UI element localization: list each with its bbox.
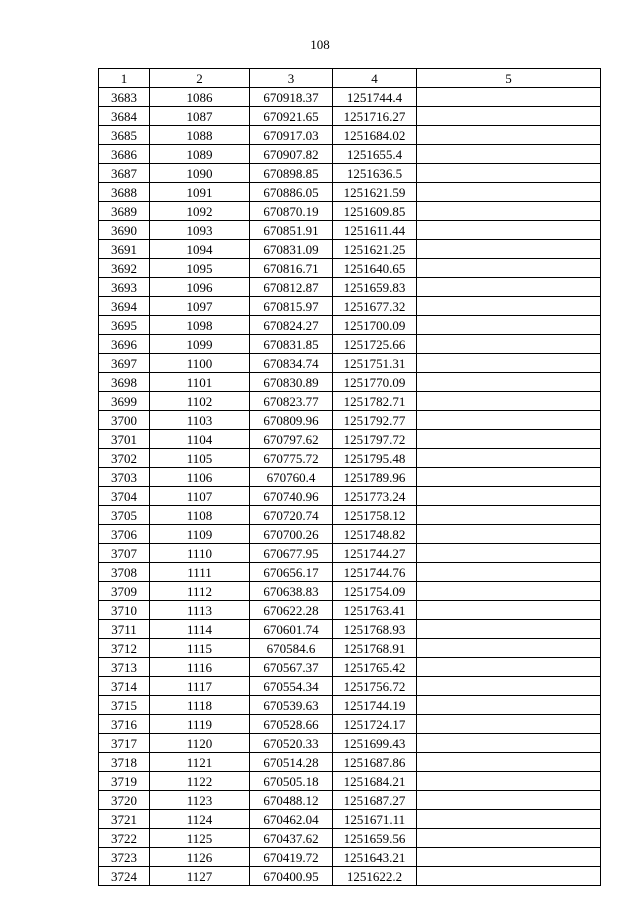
table-cell: 670907.82 xyxy=(250,145,333,164)
table-row xyxy=(99,544,601,563)
table-cell: 670505.18 xyxy=(250,772,333,791)
table-cell: 3712 xyxy=(99,639,150,658)
table-cell: 1251756.72 xyxy=(333,677,417,696)
table-cell: 1251768.91 xyxy=(333,639,417,658)
table-cell: 1251744.76 xyxy=(333,563,417,582)
table-cell: 1103 xyxy=(150,411,250,430)
table-cell: 670830.89 xyxy=(250,373,333,392)
table-cell: 1251655.4 xyxy=(333,145,417,164)
table-cell: 1251773.24 xyxy=(333,487,417,506)
table-cell: 670638.83 xyxy=(250,582,333,601)
table-cell xyxy=(417,582,601,601)
table-row xyxy=(99,183,601,202)
table-cell xyxy=(417,354,601,373)
table-cell: 1251744.4 xyxy=(333,88,417,107)
table-row xyxy=(99,772,601,791)
table-cell: 1100 xyxy=(150,354,250,373)
table-cell: 3708 xyxy=(99,563,150,582)
table-header-row xyxy=(99,69,601,88)
table-cell xyxy=(417,772,601,791)
table-cell: 1110 xyxy=(150,544,250,563)
table-cell: 3724 xyxy=(99,867,150,886)
table-cell xyxy=(417,867,601,886)
table-cell: 3718 xyxy=(99,753,150,772)
table-cell: 1251748.82 xyxy=(333,525,417,544)
table-cell xyxy=(417,658,601,677)
table-cell: 1251725.66 xyxy=(333,335,417,354)
table-cell: 670601.74 xyxy=(250,620,333,639)
table-cell xyxy=(417,183,601,202)
table-cell: 670775.72 xyxy=(250,449,333,468)
table-cell xyxy=(417,829,601,848)
table-cell: 670700.26 xyxy=(250,525,333,544)
table-row xyxy=(99,373,601,392)
table-row xyxy=(99,221,601,240)
table-cell: 3684 xyxy=(99,107,150,126)
table-cell xyxy=(417,278,601,297)
coordinates-table xyxy=(98,68,601,886)
table-cell: 1125 xyxy=(150,829,250,848)
table-cell: 1107 xyxy=(150,487,250,506)
table-cell: 670918.37 xyxy=(250,88,333,107)
table-cell: 1251622.2 xyxy=(333,867,417,886)
table-cell: 1121 xyxy=(150,753,250,772)
table-cell: 1251792.77 xyxy=(333,411,417,430)
table-cell: 670400.95 xyxy=(250,867,333,886)
table-cell: 1102 xyxy=(150,392,250,411)
table-cell: 3711 xyxy=(99,620,150,639)
table-cell: 1251621.59 xyxy=(333,183,417,202)
table-cell: 3717 xyxy=(99,734,150,753)
column-header: 2 xyxy=(150,69,250,88)
table-row xyxy=(99,848,601,867)
table-row xyxy=(99,449,601,468)
table-cell: 1111 xyxy=(150,563,250,582)
table-row xyxy=(99,202,601,221)
table-row xyxy=(99,639,601,658)
table-cell: 3704 xyxy=(99,487,150,506)
table-cell: 3696 xyxy=(99,335,150,354)
table-cell: 1251671.11 xyxy=(333,810,417,829)
table-cell xyxy=(417,449,601,468)
table-cell: 1251640.65 xyxy=(333,259,417,278)
table-cell: 1251700.09 xyxy=(333,316,417,335)
table-row xyxy=(99,620,601,639)
column-header: 5 xyxy=(417,69,601,88)
table-cell xyxy=(417,734,601,753)
table-cell: 1251765.42 xyxy=(333,658,417,677)
table-cell: 3710 xyxy=(99,601,150,620)
table-cell: 670831.09 xyxy=(250,240,333,259)
table-cell xyxy=(417,240,601,259)
page-number: 108 xyxy=(310,37,330,52)
table-cell xyxy=(417,88,601,107)
table-cell: 1117 xyxy=(150,677,250,696)
table-cell: 1251770.09 xyxy=(333,373,417,392)
table-cell: 1251768.93 xyxy=(333,620,417,639)
table-cell: 670870.19 xyxy=(250,202,333,221)
table-cell: 3701 xyxy=(99,430,150,449)
table-cell: 670584.6 xyxy=(250,639,333,658)
table-cell: 3719 xyxy=(99,772,150,791)
table-cell: 1114 xyxy=(150,620,250,639)
table-cell: 3699 xyxy=(99,392,150,411)
table-cell: 3698 xyxy=(99,373,150,392)
table-cell xyxy=(417,525,601,544)
table-row xyxy=(99,259,601,278)
table-row xyxy=(99,487,601,506)
table-cell: 1113 xyxy=(150,601,250,620)
table-row xyxy=(99,753,601,772)
table-cell xyxy=(417,848,601,867)
table-cell: 1105 xyxy=(150,449,250,468)
table-cell: 1251684.02 xyxy=(333,126,417,145)
table-cell: 1251789.96 xyxy=(333,468,417,487)
table-row xyxy=(99,506,601,525)
table-row xyxy=(99,791,601,810)
table-cell: 3713 xyxy=(99,658,150,677)
table-cell: 1089 xyxy=(150,145,250,164)
table-cell xyxy=(417,487,601,506)
table-cell: 1098 xyxy=(150,316,250,335)
table-row xyxy=(99,601,601,620)
table-cell: 1101 xyxy=(150,373,250,392)
table-row xyxy=(99,715,601,734)
table-cell: 1251684.21 xyxy=(333,772,417,791)
table-cell: 3694 xyxy=(99,297,150,316)
table-cell xyxy=(417,316,601,335)
table-cell: 3688 xyxy=(99,183,150,202)
table-cell: 1118 xyxy=(150,696,250,715)
table-cell: 670812.87 xyxy=(250,278,333,297)
table-cell: 3695 xyxy=(99,316,150,335)
table-cell xyxy=(417,335,601,354)
table-cell: 1251699.43 xyxy=(333,734,417,753)
table-cell xyxy=(417,620,601,639)
table-cell: 1095 xyxy=(150,259,250,278)
table-cell xyxy=(417,601,601,620)
table-cell: 670823.77 xyxy=(250,392,333,411)
table-row xyxy=(99,563,601,582)
table-cell: 1112 xyxy=(150,582,250,601)
table-cell xyxy=(417,506,601,525)
table-cell: 1251643.21 xyxy=(333,848,417,867)
table-cell: 1251724.17 xyxy=(333,715,417,734)
table-cell: 3692 xyxy=(99,259,150,278)
table-cell: 670816.71 xyxy=(250,259,333,278)
table-cell: 1251744.19 xyxy=(333,696,417,715)
table-cell: 670809.96 xyxy=(250,411,333,430)
column-header: 3 xyxy=(250,69,333,88)
table-row xyxy=(99,145,601,164)
table-cell: 670740.96 xyxy=(250,487,333,506)
table-cell: 670851.91 xyxy=(250,221,333,240)
table-row xyxy=(99,107,601,126)
table-cell xyxy=(417,753,601,772)
table-cell xyxy=(417,297,601,316)
table-cell: 670886.05 xyxy=(250,183,333,202)
table-cell: 1251795.48 xyxy=(333,449,417,468)
table-cell: 1251751.31 xyxy=(333,354,417,373)
table-cell xyxy=(417,791,601,810)
table-cell: 3693 xyxy=(99,278,150,297)
table-cell: 1126 xyxy=(150,848,250,867)
table-cell: 670720.74 xyxy=(250,506,333,525)
table-cell: 670760.4 xyxy=(250,468,333,487)
table-cell: 1087 xyxy=(150,107,250,126)
table-cell xyxy=(417,259,601,278)
table-cell xyxy=(417,392,601,411)
table-cell: 670834.74 xyxy=(250,354,333,373)
table-row xyxy=(99,734,601,753)
table-cell: 3720 xyxy=(99,791,150,810)
table-cell: 3700 xyxy=(99,411,150,430)
table-cell: 670677.95 xyxy=(250,544,333,563)
table-cell: 3689 xyxy=(99,202,150,221)
table-cell: 1108 xyxy=(150,506,250,525)
table-cell: 1090 xyxy=(150,164,250,183)
table-cell: 1251659.83 xyxy=(333,278,417,297)
table-cell: 670917.03 xyxy=(250,126,333,145)
table-cell: 3723 xyxy=(99,848,150,867)
table-cell: 1251758.12 xyxy=(333,506,417,525)
table-cell: 1251687.86 xyxy=(333,753,417,772)
table-cell: 1119 xyxy=(150,715,250,734)
table-cell: 670437.62 xyxy=(250,829,333,848)
table-cell xyxy=(417,810,601,829)
table-cell: 3714 xyxy=(99,677,150,696)
table-cell: 1088 xyxy=(150,126,250,145)
table-cell: 3685 xyxy=(99,126,150,145)
table-cell: 670539.63 xyxy=(250,696,333,715)
table-row xyxy=(99,677,601,696)
table-cell: 670622.28 xyxy=(250,601,333,620)
table-cell: 1109 xyxy=(150,525,250,544)
table-cell: 1251797.72 xyxy=(333,430,417,449)
table-cell: 3686 xyxy=(99,145,150,164)
table-row xyxy=(99,525,601,544)
table-cell: 1115 xyxy=(150,639,250,658)
table-cell xyxy=(417,430,601,449)
table-row xyxy=(99,278,601,297)
table-row xyxy=(99,297,601,316)
table-cell xyxy=(417,563,601,582)
table-row xyxy=(99,88,601,107)
column-header: 1 xyxy=(99,69,150,88)
table-cell: 1124 xyxy=(150,810,250,829)
table-cell: 670831.85 xyxy=(250,335,333,354)
table-cell: 1097 xyxy=(150,297,250,316)
table-cell: 3683 xyxy=(99,88,150,107)
table-cell: 3721 xyxy=(99,810,150,829)
table-cell xyxy=(417,715,601,734)
table-cell: 3705 xyxy=(99,506,150,525)
table-row xyxy=(99,316,601,335)
table-cell xyxy=(417,677,601,696)
table-cell: 1123 xyxy=(150,791,250,810)
table-cell: 3697 xyxy=(99,354,150,373)
table-cell xyxy=(417,164,601,183)
table-cell: 670554.34 xyxy=(250,677,333,696)
table-cell xyxy=(417,145,601,164)
table-row xyxy=(99,867,601,886)
table-cell: 1251659.56 xyxy=(333,829,417,848)
table-row xyxy=(99,335,601,354)
table-cell: 670514.28 xyxy=(250,753,333,772)
table-row xyxy=(99,126,601,145)
table-cell xyxy=(417,544,601,563)
table-cell: 3716 xyxy=(99,715,150,734)
table-cell xyxy=(417,468,601,487)
table-cell: 3709 xyxy=(99,582,150,601)
table-cell: 1122 xyxy=(150,772,250,791)
table-cell: 1251621.25 xyxy=(333,240,417,259)
table-row xyxy=(99,240,601,259)
table-cell xyxy=(417,107,601,126)
table-cell: 3706 xyxy=(99,525,150,544)
table-row xyxy=(99,658,601,677)
table-cell: 670419.72 xyxy=(250,848,333,867)
table-cell: 3703 xyxy=(99,468,150,487)
table-cell: 670488.12 xyxy=(250,791,333,810)
table-cell: 3687 xyxy=(99,164,150,183)
table-row xyxy=(99,582,601,601)
table-cell: 670898.85 xyxy=(250,164,333,183)
table-cell: 1127 xyxy=(150,867,250,886)
table-row xyxy=(99,468,601,487)
table-cell: 1251716.27 xyxy=(333,107,417,126)
table-cell: 670528.66 xyxy=(250,715,333,734)
table-cell: 1096 xyxy=(150,278,250,297)
table-cell: 1120 xyxy=(150,734,250,753)
table-cell: 1104 xyxy=(150,430,250,449)
table-cell: 1091 xyxy=(150,183,250,202)
table-cell: 1251677.32 xyxy=(333,297,417,316)
table-cell: 1086 xyxy=(150,88,250,107)
table-cell: 670520.33 xyxy=(250,734,333,753)
table-cell: 3691 xyxy=(99,240,150,259)
table-cell: 3715 xyxy=(99,696,150,715)
table-cell xyxy=(417,411,601,430)
table-cell xyxy=(417,373,601,392)
table-cell xyxy=(417,639,601,658)
table-row xyxy=(99,392,601,411)
table-row xyxy=(99,810,601,829)
table-cell: 670815.97 xyxy=(250,297,333,316)
table-cell: 1251611.44 xyxy=(333,221,417,240)
table-cell: 1106 xyxy=(150,468,250,487)
table-cell: 1094 xyxy=(150,240,250,259)
table-cell: 670921.65 xyxy=(250,107,333,126)
table-cell: 670462.04 xyxy=(250,810,333,829)
table-cell: 670567.37 xyxy=(250,658,333,677)
table-cell: 1251754.09 xyxy=(333,582,417,601)
table-cell xyxy=(417,126,601,145)
table-cell: 1116 xyxy=(150,658,250,677)
table-row xyxy=(99,354,601,373)
table-row xyxy=(99,164,601,183)
table-cell: 1093 xyxy=(150,221,250,240)
table-cell: 1251609.85 xyxy=(333,202,417,221)
table-cell: 1251636.5 xyxy=(333,164,417,183)
table-cell: 670824.27 xyxy=(250,316,333,335)
table-cell xyxy=(417,221,601,240)
table-cell: 3707 xyxy=(99,544,150,563)
table-cell: 1251687.27 xyxy=(333,791,417,810)
table-cell: 670797.62 xyxy=(250,430,333,449)
table-cell: 1251782.71 xyxy=(333,392,417,411)
table-cell: 3690 xyxy=(99,221,150,240)
table-row xyxy=(99,829,601,848)
table-cell: 1251744.27 xyxy=(333,544,417,563)
table-row xyxy=(99,411,601,430)
table-cell: 670656.17 xyxy=(250,563,333,582)
table-cell: 1099 xyxy=(150,335,250,354)
table-cell xyxy=(417,202,601,221)
table-cell: 1092 xyxy=(150,202,250,221)
table-cell: 3722 xyxy=(99,829,150,848)
table-cell: 3702 xyxy=(99,449,150,468)
table-cell xyxy=(417,696,601,715)
table-cell: 1251763.41 xyxy=(333,601,417,620)
table-row xyxy=(99,430,601,449)
column-header: 4 xyxy=(333,69,417,88)
table-row xyxy=(99,696,601,715)
